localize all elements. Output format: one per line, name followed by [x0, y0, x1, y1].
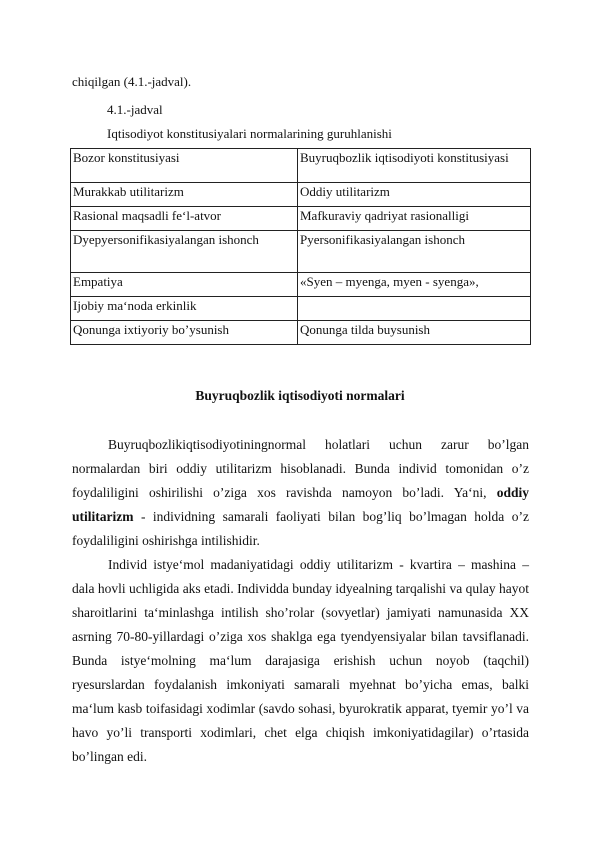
constitution-norms-table — [70, 148, 531, 345]
table-cell: Mafkuraviy qadriyat rasionalligi — [298, 207, 531, 231]
table-number: 4.1.-jadval — [107, 102, 163, 117]
table-cell: Ijobiy ma‘noda erkinlik — [71, 297, 298, 321]
intro-line: chiqilgan (4.1.-jadval). — [72, 74, 192, 89]
table-header-row — [71, 149, 531, 183]
table-cell: Qonunga tilda buysunish — [298, 321, 531, 345]
header-command: Buyruqbozlik iqtisodiyoti konstitusiyasi — [298, 149, 531, 183]
table-cell: Rasional maqsadli fe‘l-atvor — [71, 207, 298, 231]
table-row — [71, 183, 531, 207]
paragraph-1-text-b: - individning samarali faoliyati bilan bog’liq bo’lmagan holda o’z foydaliligini oshirishga intilishidir. — [72, 509, 529, 548]
paragraph-1-text-a: Buyruqbozlikiqtisodiyotiningnormal holatlari uchun zarur bo’lgan normalardan biri oddiy utilitarizm hisoblanadi. Bunda individ tomonidan o’z foydaliligini oshirilishi o’ziga xos ravishda namoyon bo’ladi. Ya‘ni, — [72, 437, 529, 500]
table-title: Iqtisodiyot konstitusiyalari normalarining guruhlanishi — [107, 126, 392, 141]
table-cell: «Syen – myenga, myen - syenga», — [298, 273, 531, 297]
paragraph-2: Individ istye‘mol madaniyatidagi oddiy utilitarizm - kvartira – mashina – dala hovli uchligida aks etadi. Individda bunday idyealning tarqalishi va qulay hayot sharoitlarini ta‘minlashga intilish sho’rolar (sovyetlar) jamiyati namunasida XX asrning 70-80-yillardagi o’ziga xos shaklga ega tyendyensiyalar bilan tavsiflanadi. Bunda istye‘molning ma‘lum darajasiga erishish uchun noyob (taqchil) ryesurslardan foydalanish imkoniyati samarali myehnat bo’yicha emas, balki ma‘lum kasb toifasidagi xodimlar (savdo sohasi, byurokratik apparat, tyemir yo’l va havo yo’li transporti xodimlari, chet elga chiqish imkoniyatidagilar) o’rtasida bo’lingan edi. — [72, 557, 529, 764]
table-cell: Murakkab utilitarizm — [71, 183, 298, 207]
table-row — [71, 321, 531, 345]
table-cell: Qonunga ixtiyoriy bo’ysunish — [71, 321, 298, 345]
table-row — [71, 231, 531, 273]
table-row — [71, 297, 531, 321]
table-row — [71, 207, 531, 231]
table-cell: Oddiy utilitarizm — [298, 183, 531, 207]
header-market: Bozor konstitusiyasi — [71, 149, 298, 183]
table-cell — [298, 297, 531, 321]
section-title: Buyruqbozlik iqtisodiyoti normalari — [195, 388, 405, 403]
table-cell: Dyepyersonifikasiyalangan ishonch — [71, 231, 298, 273]
table-cell: Pyersonifikasiyalangan ishonch — [298, 231, 531, 273]
paragraph-1-bold-term: oddiy utilitarizm — [72, 485, 529, 524]
table-cell: Empatiya — [71, 273, 298, 297]
paragraph-1 — [72, 433, 529, 553]
table-row — [71, 273, 531, 297]
